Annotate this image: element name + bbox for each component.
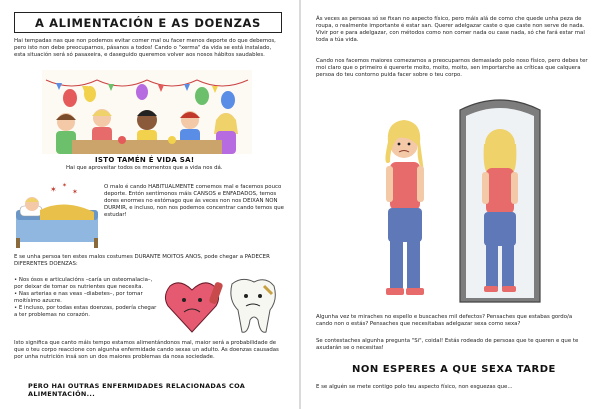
sleeping-child-illustration: [14, 180, 100, 250]
headline: NON ESPERES A QUE SEXA TARDE: [352, 364, 556, 375]
heart-and-tooth-illustration: [162, 272, 282, 336]
intro-paragraph: Hai tempadas nas que non podemos evitar comer mal ou facer menos deporte do que debemos, pero isto non debe preocuparnos, pásanos a todos! Cando o "xerma" da vida se está instalado, esta situación será só pasaxeira, e daseguido queremos volver aos nosos hábitos saudables.: [14, 38, 276, 58]
conclusion-paragraph: Isto significa que canto máis tempo estamos alimentándonos mal, maior será a probabilidade de que o teu corpo reaccione con algunha enfermidade cando sexas un adulto. As doenzas causadas por unha nutrición insá son un dos maiores problemas da nosa sociedade.: [14, 340, 279, 360]
list-item: • Nos ósos e articulacións –caría un osteomalacia–, por deixar de tomar os nutrientes que necesita.: [14, 277, 153, 290]
answer-paragraph: Se contestaches algunha pregunta "Si", coidal! Estás rodeado de persoas que te queren e que te axudarán se o necesitas!: [316, 338, 579, 351]
right-second-paragraph: Cando nos facemos maiores comezamos a preocuparnos demasiado polo noso físico, pero debes ter moi claro que o primeiro é quererte moito, moito, moito, sen importarche as críticas que calquera persoa do teu contorno puida facer sobre o teu corpo.: [316, 58, 588, 78]
right-page: [302, 0, 600, 409]
star-icon: ✶: [50, 185, 57, 194]
bad-habits-paragraph: O malo é cando HABITUALMENTE comemos mal e facemos pouco deporte. Entón sentímonos máis CANSOS e ENFADADOS, temos dores enormes no estómago que ás veces non nos DEIXAN NON DURMIR, e incluso, non nos podemos concentrar cando temos que estudar!: [104, 184, 284, 218]
left-page: [0, 0, 298, 409]
page-title-box: [14, 12, 282, 33]
page-title: A ALIMENTACIÓN E AS DOENZAS: [35, 15, 261, 30]
star-icon: ✶: [72, 188, 78, 196]
right-intro-paragraph: Ás veces as persoas só se fixan no aspecto físico, pero máis alá de como che quede unha peza de roupa, o realmente importante é estar san. Querer adelgazar caste o que caste non serve de nada. Vivir por e para adelgazar, con métodos como non comer nada ou case nada, só che fará estar mal toda a túa vida.: [316, 16, 585, 43]
girl-mirror-illustration: [362, 92, 548, 306]
diseases-list: [14, 277, 160, 318]
party-subcaption: Hai que aproveitar todos os momentos que a vida nos dá.: [66, 165, 223, 171]
list-item: • E incluso, por todas estas doenzas, podería chegar a ter problemas no corazón.: [14, 304, 157, 318]
party-caption: ISTO TAMÉN É VIDA SA!: [95, 156, 195, 164]
star-icon: ✶: [62, 182, 68, 189]
question-paragraph: Algunha vez te miraches no espello e buscaches mil defectos? Pensaches que estabas gordo/a cando non o estás? Pensaches que necesitabas adelgazar sexa como sexa?: [316, 314, 573, 327]
page-gutter: [299, 0, 301, 409]
list-item: • Nas arterias e nas veas –diabetes–, por tomar moitísimo azucre.: [14, 290, 143, 304]
left-footer: PERO HAI OUTRAS ENFERMIDADES RELACIONADAS COA ALIMENTACIÓN...: [28, 382, 246, 398]
long-time-paragraph: E se unha persoa ten estes malos costumes DURANTE MOITOS ANOS, pode chegar a PADECER DIFERENTES DOENZAS:: [14, 254, 270, 267]
party-illustration: [42, 70, 252, 154]
right-footer: E se alguén se mete contigo polo teu aspecto físico, non esguezas que...: [316, 384, 513, 390]
